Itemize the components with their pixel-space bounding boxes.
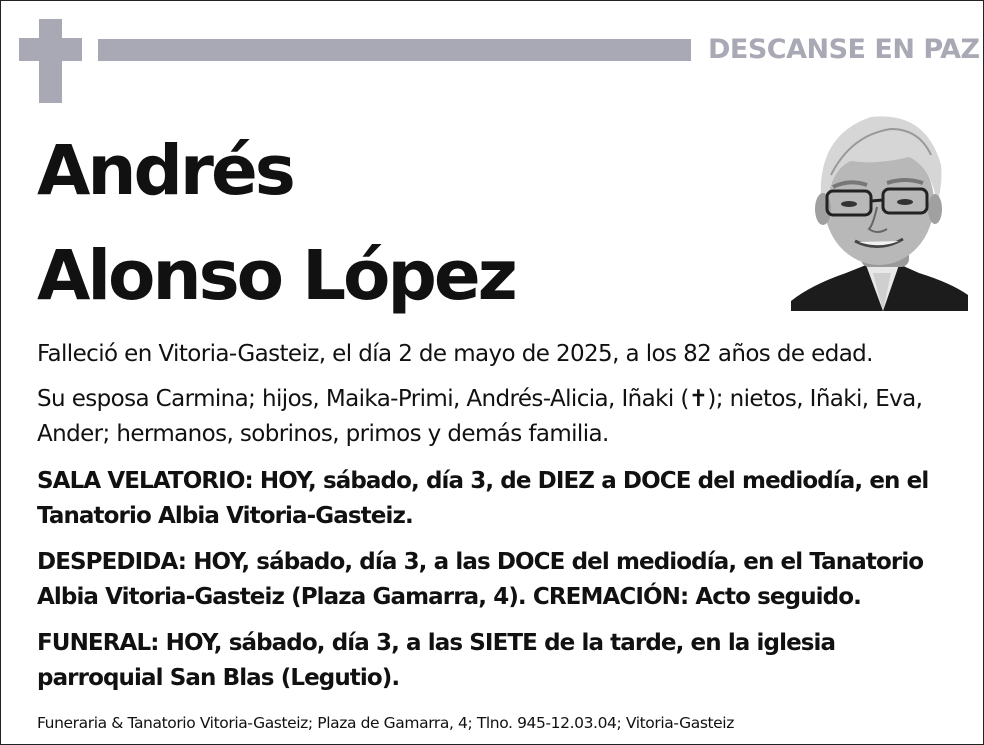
funeral-home-footer: Funeraria & Tanatorio Vitoria-Gasteiz; Plaza de Gamarra, 4; Tlno. 945-12.03.04; Vitoria-Gasteiz	[37, 714, 734, 732]
family-text: Su esposa Carmina; hijos, Maika-Primi, Andrés-Alicia, Iñaki (✝); nietos, Iñaki, Eva, Ander; hermanos, sobrinos, primos y demás familia.	[37, 386, 923, 447]
farewell-details: DESPEDIDA: HOY, sábado, día 3, a las DOCE del mediodía, en el Tanatorio Albia Vitoria-Gasteiz (Plaza Gamarra, 4). CREMACIÓN: Acto seguido.	[37, 549, 924, 610]
deceased-surnames: Alonso López	[37, 236, 515, 316]
cross-icon-crossbar	[19, 38, 82, 61]
deceased-portrait-photo	[791, 105, 968, 311]
wake-details: SALA VELATORIO: HOY, sábado, día 3, de DIEZ a DOCE del mediodía, en el Tanatorio Albia Vitoria-Gasteiz.	[37, 468, 929, 529]
header-rule	[98, 39, 691, 61]
death-notice-text: Falleció en Vitoria-Gasteiz, el día 2 de mayo de 2025, a los 82 años de edad.	[37, 341, 873, 367]
rip-label: DESCANSE EN PAZ	[708, 34, 980, 65]
deceased-first-name: Andrés	[37, 131, 293, 211]
cross-icon	[39, 19, 62, 103]
funeral-details: FUNERAL: HOY, sábado, día 3, a las SIETE de la tarde, en la iglesia parroquial San Blas (Legutio).	[37, 630, 836, 691]
